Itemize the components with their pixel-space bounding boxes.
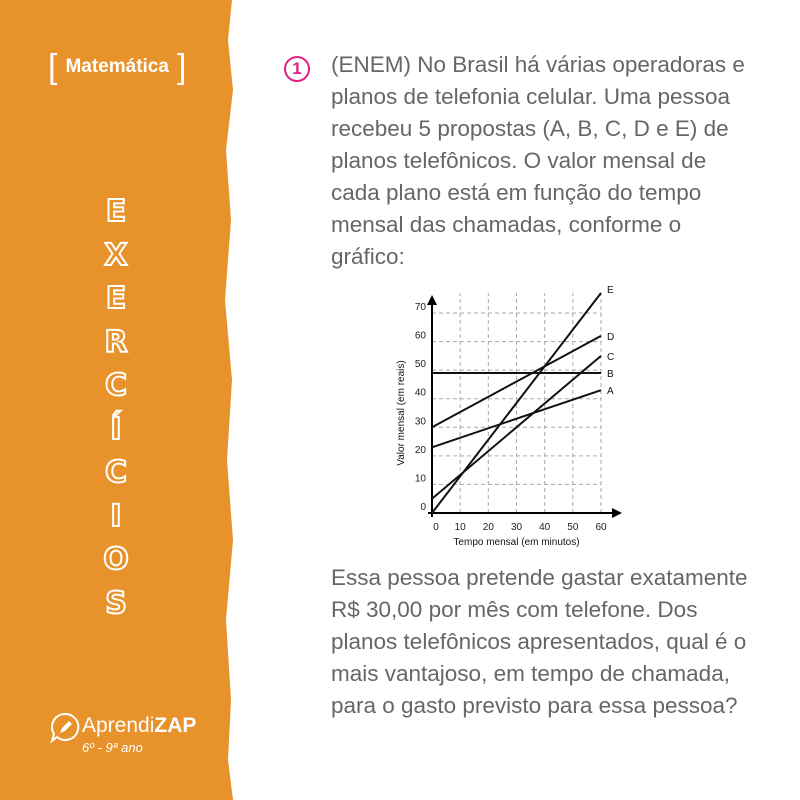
question-prompt: Essa pessoa pretende gastar exatamente R$ 30,00 por mês com telefone. Dos planos telefônicos apresentados, qual é o mais vantajoso, em tempo de chamada, para o gasto previsto para essa pessoa? <box>331 565 748 718</box>
y-tick-label: 20 <box>414 444 426 456</box>
title-letter: E <box>105 281 127 316</box>
title-letter: E <box>105 194 127 229</box>
x-tick-label: 10 <box>454 522 466 533</box>
y-axis-arrow <box>427 295 437 305</box>
x-tick-label: 30 <box>510 522 523 533</box>
line-chart <box>390 285 630 555</box>
series-label-A: A <box>607 386 614 398</box>
y-axis-title: Valor mensal (em reais) <box>396 360 407 466</box>
y-tick-label: 10 <box>414 473 426 485</box>
title-letter: R <box>104 324 128 360</box>
title-letter: X <box>104 237 128 273</box>
bracket-open: [ <box>48 48 58 86</box>
y-tick-label: 40 <box>414 387 426 399</box>
title-letter: S <box>105 585 127 621</box>
title-letter: Í <box>110 411 122 447</box>
grade-label: 6º - 9ª ano <box>82 740 143 755</box>
x-axis-arrow <box>612 508 622 518</box>
y-tick-label: 30 <box>414 416 426 428</box>
y-tick-label: 70 <box>414 302 426 313</box>
aprendizap-logo <box>50 712 197 755</box>
exercicios-vertical-title <box>96 190 136 625</box>
series-line-E <box>432 293 601 513</box>
series-label-E: E <box>607 285 614 296</box>
logo-prefix: Aprendi <box>82 714 155 737</box>
title-letter: C <box>104 368 128 403</box>
question-number: 1 <box>284 56 310 82</box>
x-tick-label: 20 <box>482 522 494 533</box>
x-tick-label: 0 <box>433 522 439 533</box>
pencil-chat-icon <box>50 712 80 744</box>
y-tick-label: 60 <box>414 330 426 342</box>
subject-text: Matemática <box>65 56 169 77</box>
sidebar <box>0 0 240 800</box>
subject-label <box>48 48 187 86</box>
series-label-C: C <box>607 351 615 363</box>
series-label-D: D <box>607 331 615 343</box>
bracket-close: ] <box>176 48 187 86</box>
question-text: (ENEM) No Brasil há várias operadoras e planos de telefonia celular. Uma pessoa recebeu 5 propostas (A, B, C, D e E) de planos telefônicos. O valor mensal de cada plano está em função do tempo mensal das chamadas, conforme o gráfico: <box>331 52 745 269</box>
x-tick-label: 50 <box>567 522 579 533</box>
y-tick-label: 50 <box>414 359 426 371</box>
y-tick-label: 0 <box>420 502 426 513</box>
title-letter: C <box>104 455 128 490</box>
x-tick-label: 60 <box>595 522 607 533</box>
title-letter: I <box>110 498 122 534</box>
x-tick-label: 40 <box>539 522 551 533</box>
x-axis-title: Tempo mensal (em minutos) <box>453 537 580 548</box>
title-letter: O <box>103 542 129 577</box>
logo-bold: ZAP <box>154 714 197 737</box>
series-label-B: B <box>607 369 614 380</box>
